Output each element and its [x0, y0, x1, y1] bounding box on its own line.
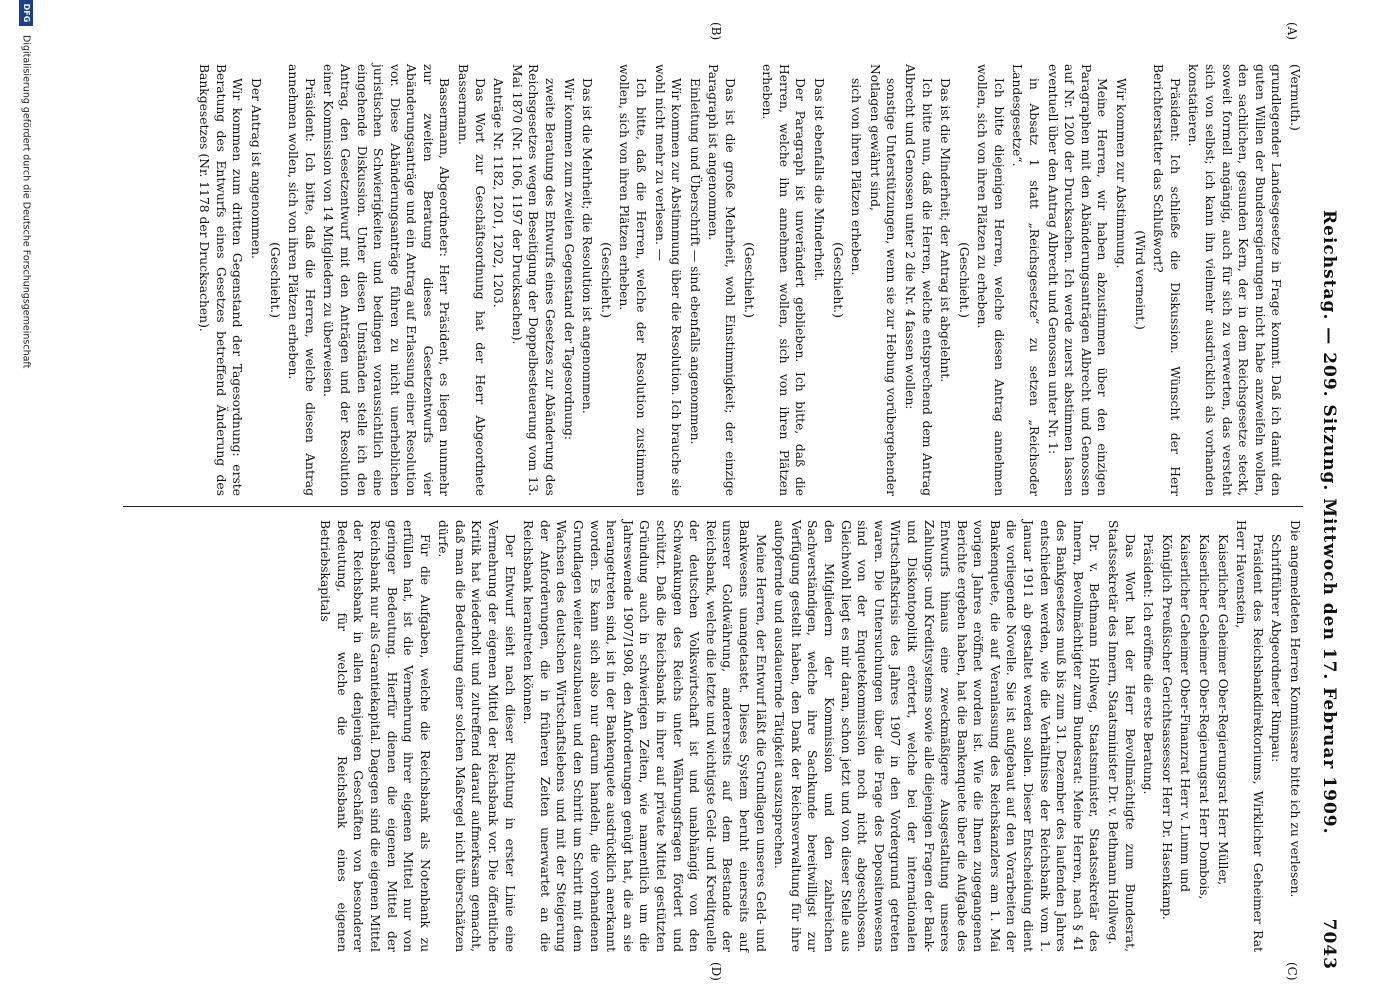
column-divider — [123, 506, 1303, 507]
paragraph: zweite Beratung des Entwurfs eines Gesetzes zur Abänderung des Reichsgesetzes wegen Beseitigung der Doppelbesteuerung vom 13. Mai 1870 (Nr. 1106, 1197 der Drucksachen). — [509, 64, 558, 496]
paragraph: Wir kommen zum dritten Gegenstand der Tagesordnung: erste Beratung des Entwurfs eines Gesetzes betreffend Änderung des Bankgesetzes (Nr. 1178 der Drucksachen). — [197, 64, 245, 496]
margin-letter-b: (B) — [709, 22, 723, 41]
paragraph: Das ist die Minderheit; der Antrag ist abgelehnt. — [938, 78, 953, 383]
paragraph: Das ist die Mehrheit; die Resolution ist angenommen. — [580, 78, 595, 414]
dfg-logo: DFG — [19, 0, 33, 26]
paragraph: (Geschieht.) — [598, 242, 613, 318]
paragraph: Kaiserlicher Geheimer Ober-Regierungsrat Herr Dombois, — [1197, 534, 1212, 900]
page-number: 7043 — [1319, 918, 1339, 970]
paragraph: (Wird verneint.) — [1132, 230, 1147, 330]
paragraph: (Vermuth.) — [1288, 64, 1302, 131]
paragraph: Königlich Preußischer Gerichtsassessor Herr Dr. Hasenkamp. — [1159, 534, 1174, 920]
text-column-left — [133, 64, 1303, 496]
paragraph: Präsident: Ich bitte, daß die Herren, welche diesen Antrag annehmen wollen, sich von ihren Plätzen erheben. — [286, 64, 317, 496]
margin-letter-c: (C) — [1285, 962, 1299, 981]
paragraph: Wir kommen zur Abstimmung. — [1114, 78, 1129, 269]
paragraph: (Geschieht.) — [830, 242, 845, 318]
paragraph: Der Paragraph ist unverändert geblieben. Ich bitte, daß die Herren, welche ihn annehmen wollen, sich von ihren Plätzen erheben. — [760, 64, 808, 496]
margin-letter-a: (A) — [1285, 22, 1299, 41]
paragraph: Präsident: Ich eröffne die erste Beratung. — [1141, 534, 1156, 795]
paragraph: Das Wort hat der Herr Bevollmächtigte zum Bundesrat, Staatssekretär des Innern, Staatsminister Dr. v. Bethmann Hollweg. — [1106, 520, 1137, 952]
paragraph: Wir kommen zum zweiten Gegenstand der Tagesordnung: — [561, 78, 576, 441]
paragraph: Meine Herren, der Entwurf läßt die Grundlagen unseres Geld- und Bankwesens unangetastet. Dieses System beruht einerseits auf unserer Goldwährung, andererseits auf dem Bestande der Reichsbank, welche die letzte und wichtigste Geld- und Kreditquelle der deutschen Volkswirtschaft ist und unabhängig von den Schwankungen des Reichs unter Währungsfragen fördert und schützt. Daß die Reichsbank in ihrer auf private Mittel gestützten Gründung auch in schwierigen Zeiten, wie namentlich um die Jahreswende 1907/1908, den Anforderungen genügt hat, die an sie herangetreten sind, ist in der Bankenquete ausdrücklich anerkannt worden. Es kann sich also nur darum handeln, die vorhandenen Grundlagen weiter auszubauen und den Schritt um Schritt mit dem Wachsen des deutschen Wirtschaftslebens und mit der Steigerung der Anforderungen, die in früheren Zeiten unerwartet an die Reichsbank herantreten können. — [521, 520, 768, 952]
paragraph: Anträge Nr. 1182, 1201, 1202, 1203. — [491, 78, 506, 308]
paragraph: Präsident: Ich schließe die Diskussion. Wünscht der Herr Berichterstatter das Schlußwort? — [1151, 64, 1182, 496]
page-footer — [11, 0, 33, 1000]
paragraph: Das ist ebenfalls die Minderheit. — [811, 78, 826, 282]
paragraph: Einleitung und Überschrift — sind ebenfalls angenommen. — [687, 78, 702, 445]
paragraph: sonstige Unterstützungen, wenn sie zur Hebung vorübergehender Notlagen gewährt sind, — [867, 64, 899, 496]
paragraph: Das Wort zur Geschäftsordnung hat der Herr Abgeordnete Bassermann. — [456, 64, 487, 496]
paragraph: Der Antrag ist angenommen. — [248, 78, 263, 259]
paragraph: Dr. v. Bethmann Hollweg, Staatsminister, Staatssekretär des Innern, Bevollmächtigter zum Bundesrat: Meine Herren, nach § 41 des Bankgesetzes muß bis zum 31. Dezember des laufenden Jahres entschieden werden, wie die Verhältnisse der Reichsbank vom 1. Januar 1911 ab gestaltet werden sollen. Dieser Entscheidung dient die vorliegende Novelle. Sie ist aufgebaut auf den Vorarbeiten der Bankenquete, die auf Veranlassung des Reichskanzlers am 1. Mai vorigen Jahres eröffnet worden ist. Wie die Ihnen zugegangenen Berichte ergeben haben, hat die Bankenquete über die Aufgabe des Entwurfs hinaus eine zweckmäßigere Ausgestaltung unseres Zahlungs- und Kreditsystems sowie alle diejenigen Fragen der Bank- und Diskontopolitik erörtert, welche bei der internationalen Wirtschaftskrisis des Jahres 1907 in den Vordergrund getreten waren. Die Untersuchungen über die Frage des Depositenwesens sind von der Enquetekommission noch nicht abgeschlossen. Gleichwohl liegt es mir daran, schon jetzt und von dieser Stelle aus den Mitgliedern der Kommission und den zahlreichen Sachverständigen, welche ihre Sachkunde bereitwilligst zur Verfügung gestellt haben, den Dank der Reichsverwaltung für ihre aufopfernde und ausdauernde Tätigkeit auszusprechen. — [772, 520, 1102, 952]
footer-text: Digitalisierung gefördert durch die Deutsche Forschungsgemeinschaft — [20, 35, 32, 369]
paragraph: Die angemeldeten Herren Kommissare bitte ich zu verlesen. — [1288, 520, 1302, 898]
text-column-right — [133, 520, 1303, 952]
paragraph: Präsident des Reichsbankdirektoriums, Wirklicher Geheimer Rat Herr Havenstein, — [1234, 520, 1265, 952]
page-header — [1309, 40, 1343, 970]
paragraph: Schriftführer Abgeordneter Rimpau: — [1269, 534, 1284, 763]
paragraph: (Geschieht.) — [741, 242, 756, 318]
paragraph: (Geschieht.) — [267, 242, 282, 318]
paragraph: Für die Aufgaben, welche die Reichsbank als Notenbank zu erfüllen hat, ist die Vermehrung ihrer eigenen Mittel nur von geringer Bedeutung. Hierfür dienen die eigenen Mittel der Reichsbank nur als Garantiekapital. Dagegen sind die eigenen Mittel der Reichsbank in allen denjenigen Geschäften von besonderer Bedeutung, für welche die Reichsbank eines eigenen Betriebskapitals — [318, 520, 432, 952]
paragraph: grundlegender Landesgesetze in Frage kommt. Daß ich damit den guten Willen der Bundesregierungen nicht habe anzweifeln wollen, den sachlichen, gesunden Kern, der in dem Reichsgesetze steckt, soweit formell angängig, auch für sich zu verwerten, das versteht sich von selbst; ich kann ihn vielmehr ausdrücklich als vorhanden konstatieren. — [1186, 64, 1284, 496]
paragraph: Der Entwurf sieht nach dieser Richtung in erster Linie eine Vermehrung der eigenen Mittel der Reichsbank vor. Die öffentliche Kritik hat wiederholt und zutreffend darauf aufmerksam gemacht, daß man die Bedeutung einer solchen Maßregel nicht überschätzen dürfe. — [436, 520, 517, 952]
paragraph: Kaiserlicher Geheimer Ober-Finanzrat Herr v. Lumm und — [1178, 534, 1193, 893]
page-title: Reichstag. — 209. Sitzung. Mittwoch den 17. Februar 1909. — [1319, 210, 1339, 835]
paragraph: in Absatz 1 statt „Reichsgesetze“ zu setzen „Reichsoder Landesgesetze“. — [1010, 64, 1042, 496]
paragraph: Wir kommen zur Abstimmung über die Resolution. Ich brauche sie wohl nicht mehr zu verlesen. — — [652, 64, 684, 496]
margin-letter-d: (D) — [709, 962, 723, 981]
paragraph: Meine Herren, wir haben abzustimmen über den einzigen Paragraphen mit den Abänderungsanträgen Albrecht und Genossen auf Nr. 1200 der Drucksachen. Ich werde zuerst abstimmen lassen eventuell über den Antrag Albrecht und Genossen unter Nr. 1: — [1045, 64, 1110, 496]
paragraph: Ich bitte diejenigen Herren, welche diesen Antrag annehmen wollen, sich von ihren Plätzen zu erheben. — [975, 64, 1006, 496]
paragraph: Das ist die große Mehrheit, wohl Einstimmigkeit; der einzige Paragraph ist angenommen. — [706, 64, 737, 496]
paragraph: sich von ihren Plätzen erheben. — [849, 78, 864, 276]
paragraph: Ich bitte, daß die Herren, welche der Resolution zustimmen wollen, sich von ihren Plätzen erheben. — [617, 64, 649, 496]
paragraph: Bassermann, Abgeordneter: Herr Präsident, es liegen nunmehr zur zweiten Beratung dieses Gesetzentwurfs vier Abänderungsanträge und ein Antrag auf Erlassung einer Resolution vor. Diese Abänderungsanträge führen zu nicht unerheblichen juristischen Schwierigkeiten und bedingen voraussichtlich eine eingehende Diskussion. Unter diesen Umständen stelle ich den Antrag, den Gesetzentwurf mit den Anträgen und der Resolution einer Kommission von 14 Mitgliedern zu überweisen. — [321, 64, 452, 496]
paragraph: Kaiserlicher Geheimer Ober-Regierungsrat Herr Müller, — [1215, 534, 1230, 886]
paragraph: Ich bitte nun, daß die Herren, welche entsprechend dem Antrag Albrecht und Genossen unter 2 die Nr. 4 fassen wollen: — [902, 64, 934, 496]
paragraph: (Geschieht.) — [956, 242, 971, 318]
